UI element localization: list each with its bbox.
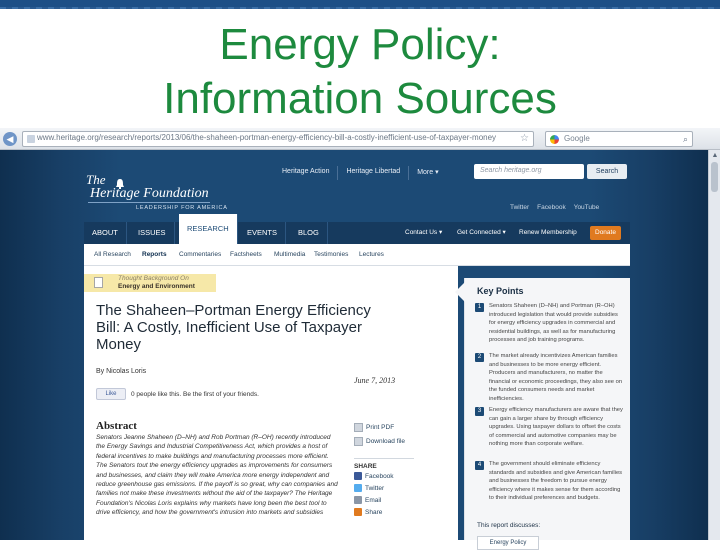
share-facebook-label: Facebook: [365, 472, 394, 480]
vertical-scrollbar[interactable]: [708, 150, 720, 540]
twitter-link[interactable]: Twitter: [510, 204, 530, 211]
share-twitter-label: Twitter: [365, 484, 385, 492]
web-search-field[interactable]: [545, 131, 693, 147]
logo-tagline: LEADERSHIP FOR AMERICA: [136, 205, 228, 211]
key-point: [475, 302, 625, 345]
tab-research[interactable]: RESEARCH: [179, 214, 238, 244]
slide-top-rule: [0, 0, 720, 9]
report-headline: The Shaheen–Portman Energy Efficiency Bill: A Costly, Inefficient Use of Taxpayer Money: [96, 302, 371, 353]
tab-about[interactable]: ABOUT: [84, 222, 127, 244]
share-more[interactable]: [354, 506, 414, 518]
key-point-text: The government should eliminate efficiency standards and subsidies and give American families and businesses the freedom to pursue energy efficiency where it makes sense for them according to their individual preferences and budgets.: [489, 461, 623, 502]
site-search-input[interactable]: [474, 164, 584, 179]
site-search-placeholder: Search heritage.org: [480, 167, 542, 174]
get-connected-link[interactable]: Get Connected ▾: [457, 229, 506, 236]
bookmark-star-icon[interactable]: ☆: [520, 133, 529, 144]
download-icon: [354, 437, 363, 446]
category-name: Energy and Environment: [118, 283, 195, 290]
social-links: [510, 204, 599, 211]
abstract-text: Senators Jeanne Shaheen (D–NH) and Rob Portman (R–OH) recently introduced the Energy Savings and Industrial Competitiveness Act, which provides a host of federal incentives to make buildings and manufacturing processes more efficient. The Senators tout the energy efficiency upgrades as improvements for consumers and businesses, and claim they will make America more energy independent and reduce greenhouse gas emissions. If the payoff is so great, why can companies and families not make these investments without the aid of the taxpayer? The Heritage Foundation's Nicolas Loris explains why markets have long been the best tool to drive efficiency, and how the government's intrusion into markets and subsidies: [96, 434, 338, 517]
logo-the: The: [86, 172, 106, 187]
share-more-label: Share: [365, 508, 383, 516]
donate-button[interactable]: Donate: [590, 226, 621, 240]
research-subnav: [84, 244, 630, 266]
subnav-lectures[interactable]: Lectures: [359, 251, 384, 258]
magnifier-icon[interactable]: ⌕: [682, 134, 688, 144]
heritage-site: [84, 150, 630, 546]
slide-title-line-1: Energy Policy:: [219, 20, 501, 69]
top-links: [274, 166, 447, 180]
url-text: www.heritage.org/research/reports/2013/06/the-shaheen-portman-energy-efficiency-bill-a-costly-inefficient-use-of-taxpayer-money: [37, 133, 497, 142]
page-viewport: [0, 150, 708, 546]
email-icon: [354, 496, 362, 504]
abstract-heading: Abstract: [96, 420, 137, 432]
slide-title-line-2: Information Sources: [163, 74, 557, 123]
tab-blog[interactable]: BLOG: [290, 222, 328, 244]
top-link-heritage-libertad[interactable]: Heritage Libertad: [338, 166, 409, 180]
share-facebook[interactable]: [354, 470, 414, 482]
report-byline[interactable]: By Nicolas Loris: [96, 368, 147, 375]
logo-name: Heritage Foundation: [90, 186, 209, 201]
key-point-number: 2: [475, 353, 484, 362]
browser-address-bar: [0, 128, 720, 150]
subnav-all-research[interactable]: All Research: [94, 251, 131, 258]
key-points-sidebar: [464, 278, 630, 546]
facebook-link[interactable]: Facebook: [537, 204, 566, 211]
key-point: [475, 352, 625, 404]
facebook-like-text: 0 people like this. Be the first of your friends.: [131, 390, 259, 398]
category-banner[interactable]: [84, 274, 216, 292]
share-email[interactable]: [354, 494, 414, 506]
key-point-number: 4: [475, 461, 484, 470]
report-article: [84, 266, 458, 540]
renew-membership-link[interactable]: Renew Membership: [519, 229, 577, 236]
article-tools: [354, 420, 414, 518]
slide-title: [0, 18, 720, 126]
subnav-commentaries[interactable]: Commentaries: [179, 251, 222, 258]
twitter-icon: [354, 484, 362, 492]
key-point: [475, 406, 625, 449]
youtube-link[interactable]: YouTube: [573, 204, 600, 211]
print-pdf-label: Print PDF: [366, 423, 395, 431]
share-heading: SHARE: [354, 458, 414, 470]
subnav-factsheets[interactable]: Factsheets: [230, 251, 262, 258]
top-link-heritage-action[interactable]: Heritage Action: [274, 166, 338, 180]
google-icon: [550, 135, 559, 144]
key-point-text: Senators Shaheen (D–NH) and Portman (R–OH) introduced legislation that would provide subsidies for energy efficiency upgrades in commercial and residential buildings, as well as for manufacturing processes and job training programs.: [489, 303, 618, 344]
site-search-button[interactable]: Search: [587, 164, 627, 179]
scrollbar-thumb[interactable]: [711, 162, 718, 192]
key-point-text: The market already incentivizes American families and businesses to be more energy efficient. Producers and manufacturers, no matter the financial or economic proceedings, they also see on the funded consumers needs and market inefficiencies.: [489, 353, 623, 402]
share-email-label: Email: [365, 496, 382, 504]
back-arrow-icon[interactable]: ◀: [3, 132, 17, 146]
favicon-icon: [27, 135, 35, 143]
report-date: June 7, 2013: [354, 376, 396, 385]
key-points-heading: Key Points: [477, 286, 524, 296]
share-twitter[interactable]: [354, 482, 414, 494]
discusses-label: This report discusses:: [477, 522, 541, 529]
facebook-like-button[interactable]: Like: [96, 388, 126, 400]
key-point-number: 1: [475, 303, 484, 312]
facebook-icon: [354, 472, 362, 480]
web-search-placeholder: Google: [564, 134, 590, 143]
browser-window: [0, 128, 720, 546]
subnav-multimedia[interactable]: Multimedia: [274, 251, 306, 258]
subnav-reports[interactable]: Reports: [142, 251, 167, 258]
download-file-label: Download file: [366, 437, 406, 445]
top-link-more[interactable]: More ▾: [417, 169, 439, 176]
facebook-like-row: [96, 388, 259, 400]
key-point-text: Energy efficiency manufacturers are aware that they can gain a larger share by through efficiency upgrades. Using taxpayer dollars to offset the costs of commercial and automotive companies may be nothing more than corporate welfare.: [489, 407, 623, 448]
logo-rule: [88, 202, 210, 203]
scroll-up-icon[interactable]: ▲: [711, 152, 719, 159]
share-icon: [354, 508, 362, 516]
contact-us-link[interactable]: Contact Us ▾: [405, 229, 443, 236]
category-label: Thought Background On: [118, 275, 189, 282]
main-nav: [84, 222, 630, 244]
document-icon: [94, 277, 103, 288]
subnav-testimonies[interactable]: Testimonies: [314, 251, 349, 258]
printer-icon: [354, 423, 363, 432]
key-point-number: 3: [475, 407, 484, 416]
url-field[interactable]: [22, 131, 534, 147]
topic-tag-energy-policy[interactable]: Energy Policy: [477, 536, 539, 550]
download-file-button[interactable]: [354, 434, 414, 448]
tab-events[interactable]: EVENTS: [239, 222, 286, 244]
print-pdf-button[interactable]: [354, 420, 414, 434]
key-point: [475, 460, 625, 503]
tab-issues[interactable]: ISSUES: [130, 222, 175, 244]
